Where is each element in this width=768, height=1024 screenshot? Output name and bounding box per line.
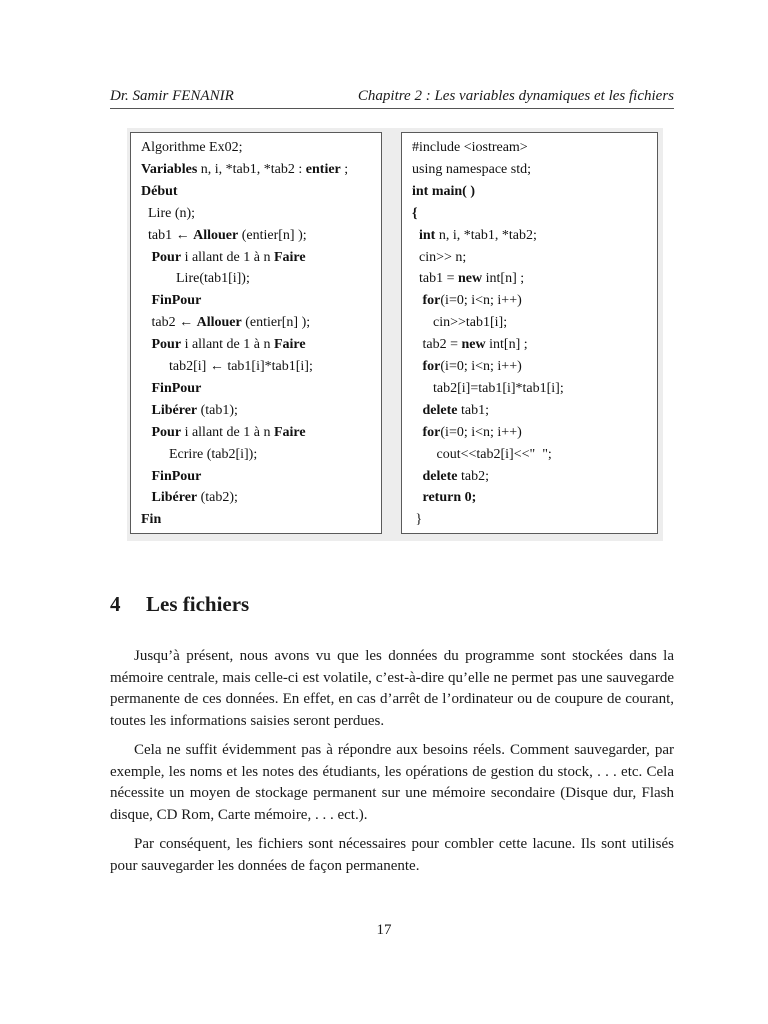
code-token: int[n] ; xyxy=(485,337,528,353)
code-token: delete xyxy=(422,402,458,418)
code-token: return 0; xyxy=(422,490,477,506)
cpp-code-line xyxy=(412,270,524,288)
code-token xyxy=(412,359,423,374)
code-token: Libérer xyxy=(151,402,198,418)
code-token: i allant de 1 à n xyxy=(181,337,274,353)
algorithm-code-line xyxy=(141,139,243,157)
paragraph-line: disque, CD Rom, Carte mémoire, . . . ect.). xyxy=(110,806,368,823)
code-token: Pour xyxy=(151,249,182,265)
code-token: Faire xyxy=(273,337,306,353)
code-token: #include <iostream> xyxy=(412,140,528,155)
code-token: cin>> n; xyxy=(412,249,467,265)
code-token: (i=0; i<n; i++) xyxy=(440,293,522,309)
code-token: (tab2); xyxy=(197,490,238,506)
code-token: Variables xyxy=(141,161,198,177)
code-token: tab1 = xyxy=(412,271,458,287)
algorithm-code-line xyxy=(141,270,250,288)
algorithm-code-line xyxy=(141,205,195,223)
cpp-code-line xyxy=(412,314,507,332)
code-token: Allouer xyxy=(196,315,242,331)
code-token: Ecrire (tab2[i]); xyxy=(141,446,258,462)
cpp-code-line xyxy=(412,424,522,442)
code-token: (entier[n] ); xyxy=(241,315,311,331)
cpp-code-line xyxy=(412,336,528,354)
code-token: tab2 = xyxy=(412,337,462,353)
code-token: Fin xyxy=(141,512,162,528)
code-token xyxy=(412,228,419,243)
section-title: Les fichiers xyxy=(146,592,250,616)
cpp-code-line xyxy=(412,511,422,529)
cpp-code-line xyxy=(412,205,418,223)
algorithm-code-line xyxy=(141,468,201,486)
algorithm-code-line xyxy=(141,292,201,310)
paragraph-line: nécessite un moyen de stockage permanent sur une mémoire secondaire (Disque dur, Flash xyxy=(110,785,674,801)
code-token: n, i, *tab1, *tab2; xyxy=(435,227,537,243)
code-token xyxy=(412,403,423,418)
paragraph-1 xyxy=(110,646,674,732)
paragraph-line: pour sauvegarder les données de façon permanente. xyxy=(110,857,420,874)
code-token: tab2[i]=tab1[i]*tab1[i]; xyxy=(412,380,564,396)
paragraph-line: mémoire centrale, mais celle-ci est volatile, c’est-à-dire qu’elle ne permet pas une sauvegarde xyxy=(110,669,674,686)
code-token: (tab1); xyxy=(197,402,238,418)
header-author: Dr. Samir FENANIR xyxy=(110,88,234,104)
code-token: Faire xyxy=(273,424,306,440)
code-token xyxy=(141,381,152,396)
code-token: tab1; xyxy=(457,402,489,418)
code-token: i allant de 1 à n xyxy=(181,424,274,440)
algorithm-code-line xyxy=(141,424,306,442)
code-token xyxy=(141,293,152,308)
algorithm-code-line xyxy=(141,183,178,201)
code-token xyxy=(141,490,152,505)
code-token: Algorithme Ex02; xyxy=(141,140,243,155)
paragraph-line: toutes les informations saisies seront perdues. xyxy=(110,712,385,729)
code-token: (entier[n] ); xyxy=(238,227,307,243)
cpp-code-line xyxy=(412,139,528,157)
cpp-code-line xyxy=(412,402,489,420)
code-figure xyxy=(127,128,663,541)
code-token: FinPour xyxy=(151,380,202,396)
code-token: Lire(tab1[i]); xyxy=(141,271,250,287)
header-rule xyxy=(110,108,674,109)
code-token: tab2[i] ← tab1[i]*tab1[i]; xyxy=(141,359,313,374)
algorithm-code-line xyxy=(141,358,313,376)
paragraph-line: Par conséquent, les fichiers sont nécessaires pour combler cette lacune. Ils sont utilisés xyxy=(134,836,674,852)
cpp-code-line xyxy=(412,358,522,376)
code-token: int xyxy=(419,227,436,243)
code-token: Pour xyxy=(151,424,182,440)
algorithm-code-box xyxy=(130,132,382,534)
algorithm-code-line xyxy=(141,446,257,464)
code-token: for xyxy=(422,293,441,309)
code-token: tab2 ← xyxy=(141,315,197,331)
code-token: new xyxy=(458,271,483,287)
code-token: FinPour xyxy=(151,468,202,484)
cpp-code-line xyxy=(412,161,531,179)
code-token: Libérer xyxy=(151,490,198,506)
code-token xyxy=(141,469,152,484)
cpp-code-line xyxy=(412,249,466,267)
code-token: (i=0; i<n; i++) xyxy=(440,424,522,440)
code-token: i allant de 1 à n xyxy=(181,249,274,265)
code-token: entier xyxy=(305,161,341,177)
code-token xyxy=(141,425,152,440)
algorithm-code-line xyxy=(141,489,238,507)
section-number: 4 xyxy=(110,592,121,616)
code-token: tab1 ← xyxy=(141,227,194,243)
code-token: (i=0; i<n; i++) xyxy=(440,359,522,374)
code-token: n, i, *tab1, *tab2 : xyxy=(197,161,306,177)
algorithm-code-line xyxy=(141,249,306,267)
code-token: for xyxy=(422,359,441,374)
code-token: delete xyxy=(422,468,458,484)
cpp-code-line xyxy=(412,489,476,507)
paragraph-line: exemple, les noms et les notes des étudiants, les opérations de gestion du stock, . . . etc. Cela xyxy=(110,763,674,780)
paragraph-3 xyxy=(110,834,674,877)
cpp-code-line xyxy=(412,380,564,398)
code-token xyxy=(412,490,423,505)
cpp-code-line xyxy=(412,183,475,201)
code-token: int main( ) xyxy=(412,183,475,199)
code-token xyxy=(412,293,423,308)
section-heading xyxy=(110,592,249,617)
cpp-code-box xyxy=(401,132,658,534)
code-token: Début xyxy=(141,183,178,199)
code-token: tab2; xyxy=(457,468,489,484)
page-header xyxy=(110,88,674,108)
paragraph-2 xyxy=(110,740,674,826)
cpp-code-line xyxy=(412,468,489,486)
code-token xyxy=(141,403,152,418)
cpp-code-line xyxy=(412,446,552,464)
header-chapter: Chapitre 2 : Les variables dynamiques et les fichiers xyxy=(357,88,674,104)
code-token xyxy=(412,469,423,484)
algorithm-code-line xyxy=(141,511,161,529)
code-token: cout<<tab2[i]<<" "; xyxy=(412,446,552,462)
algorithm-code-line xyxy=(141,336,306,354)
code-token xyxy=(141,250,152,265)
code-token: Pour xyxy=(151,337,182,353)
cpp-code-line xyxy=(412,292,522,310)
code-token: for xyxy=(422,424,441,440)
code-token: FinPour xyxy=(151,293,202,309)
code-token: Faire xyxy=(273,249,306,265)
algorithm-code-line xyxy=(141,161,348,179)
page-number: 17 xyxy=(376,922,392,938)
algorithm-code-line xyxy=(141,402,238,420)
algorithm-code-line xyxy=(141,314,310,332)
code-token: new xyxy=(461,337,486,353)
code-token: int[n] ; xyxy=(482,271,525,287)
code-token: cin>>tab1[i]; xyxy=(412,315,508,331)
algorithm-code-line xyxy=(141,380,201,398)
code-token xyxy=(141,337,152,352)
code-token: ; xyxy=(340,161,349,177)
paragraph-line: permanente de ces données. En effet, en cas d’arrêt de l’ordinateur ou de coupure de courant, xyxy=(110,691,674,707)
cpp-code-line xyxy=(412,227,537,245)
code-token: using namespace std; xyxy=(412,161,531,177)
code-token: { xyxy=(412,205,418,221)
code-token: } xyxy=(412,512,423,528)
paragraph-line: Jusqu’à présent, nous avons vu que les données du programme sont stockées dans la xyxy=(134,648,674,664)
paragraph-line: Cela ne suffit évidemment pas à répondre aux besoins réels. Comment sauvegarder, par xyxy=(134,742,674,758)
code-token: Lire (n); xyxy=(141,205,196,221)
algorithm-code-line xyxy=(141,227,307,245)
code-token: Allouer xyxy=(193,227,239,243)
code-token xyxy=(412,425,423,440)
